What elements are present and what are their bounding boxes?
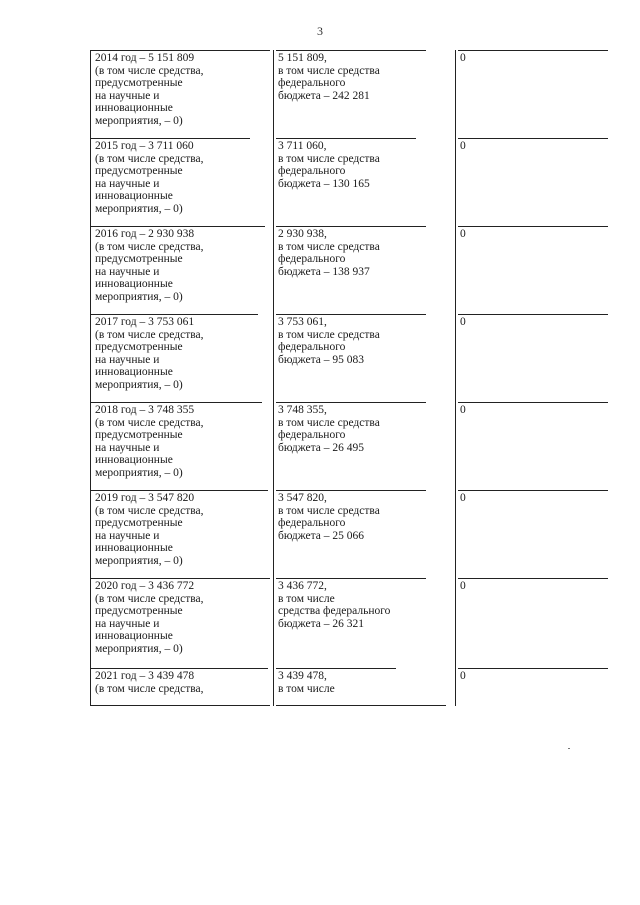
row-border — [458, 314, 608, 315]
row-border — [458, 490, 608, 491]
row-border — [276, 226, 426, 227]
scan-speck — [568, 748, 570, 749]
table-row — [90, 138, 610, 220]
amount-cell: 2 930 938, в том числе средства федерального бюджета – 138 937 — [278, 228, 380, 278]
amount-cell: 3 547 820, в том числе средства федерального бюджета – 25 066 — [278, 492, 380, 542]
row-border — [276, 402, 426, 403]
row-border — [458, 226, 608, 227]
table-row — [90, 578, 610, 660]
zero-cell: 0 — [460, 404, 466, 416]
year-total-cell: 2018 год – 3 748 355 (в том числе средства, предусмотренные на научные и инновационные мероприятия, – 0) — [95, 404, 204, 479]
row-border — [90, 314, 258, 315]
amount-cell: 5 151 809, в том числе средства федерального бюджета – 242 281 — [278, 52, 380, 102]
zero-cell: 0 — [460, 670, 466, 682]
year-total-cell: 2017 год – 3 753 061 (в том числе средства, предусмотренные на научные и инновационные мероприятия, – 0) — [95, 316, 204, 391]
row-border — [276, 50, 426, 51]
amount-cell: 3 439 478, в том числе — [278, 670, 335, 695]
row-border — [458, 402, 608, 403]
table-row — [90, 314, 610, 396]
row-border — [90, 50, 270, 51]
row-border-bottom — [276, 705, 446, 706]
amount-cell: 3 436 772, в том числе средства федерального бюджета – 26 321 — [278, 580, 391, 630]
year-total-cell: 2016 год – 2 930 938 (в том числе средства, предусмотренные на научные и инновационные мероприятия, – 0) — [95, 228, 204, 303]
row-border — [90, 578, 270, 579]
amount-cell: 3 748 355, в том числе средства федерального бюджета – 26 495 — [278, 404, 380, 454]
row-border — [90, 402, 262, 403]
table-row — [90, 226, 610, 308]
year-total-cell: 2014 год – 5 151 809 (в том числе средства, предусмотренные на научные и инновационные мероприятия, – 0) — [95, 52, 204, 127]
row-border — [458, 50, 608, 51]
row-border — [90, 138, 250, 139]
table-row — [90, 668, 610, 706]
amount-cell: 3 753 061, в том числе средства федерального бюджета – 95 083 — [278, 316, 380, 366]
year-total-cell: 2021 год – 3 439 478 (в том числе средства, — [95, 670, 204, 695]
table-row — [90, 490, 610, 572]
zero-cell: 0 — [460, 492, 466, 504]
amount-cell: 3 711 060, в том числе средства федерального бюджета – 130 165 — [278, 140, 380, 190]
row-border — [90, 490, 268, 491]
row-border — [458, 668, 608, 669]
year-total-cell: 2019 год – 3 547 820 (в том числе средства, предусмотренные на научные и инновационные мероприятия, – 0) — [95, 492, 204, 567]
row-border — [90, 226, 265, 227]
year-total-cell: 2020 год – 3 436 772 (в том числе средства, предусмотренные на научные и инновационные мероприятия, – 0) — [95, 580, 204, 655]
row-border — [90, 668, 268, 669]
row-border — [458, 578, 608, 579]
row-border — [276, 314, 426, 315]
row-border — [276, 578, 426, 579]
row-border — [276, 138, 416, 139]
zero-cell: 0 — [460, 140, 466, 152]
row-border — [458, 138, 608, 139]
zero-cell: 0 — [460, 580, 466, 592]
row-border — [276, 668, 396, 669]
table-row — [90, 50, 610, 132]
zero-cell: 0 — [460, 228, 466, 240]
zero-cell: 0 — [460, 316, 466, 328]
page-number: 3 — [317, 24, 323, 38]
row-border-bottom — [90, 705, 270, 706]
table-row — [90, 402, 610, 484]
funding-table — [90, 50, 610, 706]
year-total-cell: 2015 год – 3 711 060 (в том числе средства, предусмотренные на научные и инновационные мероприятия, – 0) — [95, 140, 204, 215]
zero-cell: 0 — [460, 52, 466, 64]
row-border — [276, 490, 426, 491]
